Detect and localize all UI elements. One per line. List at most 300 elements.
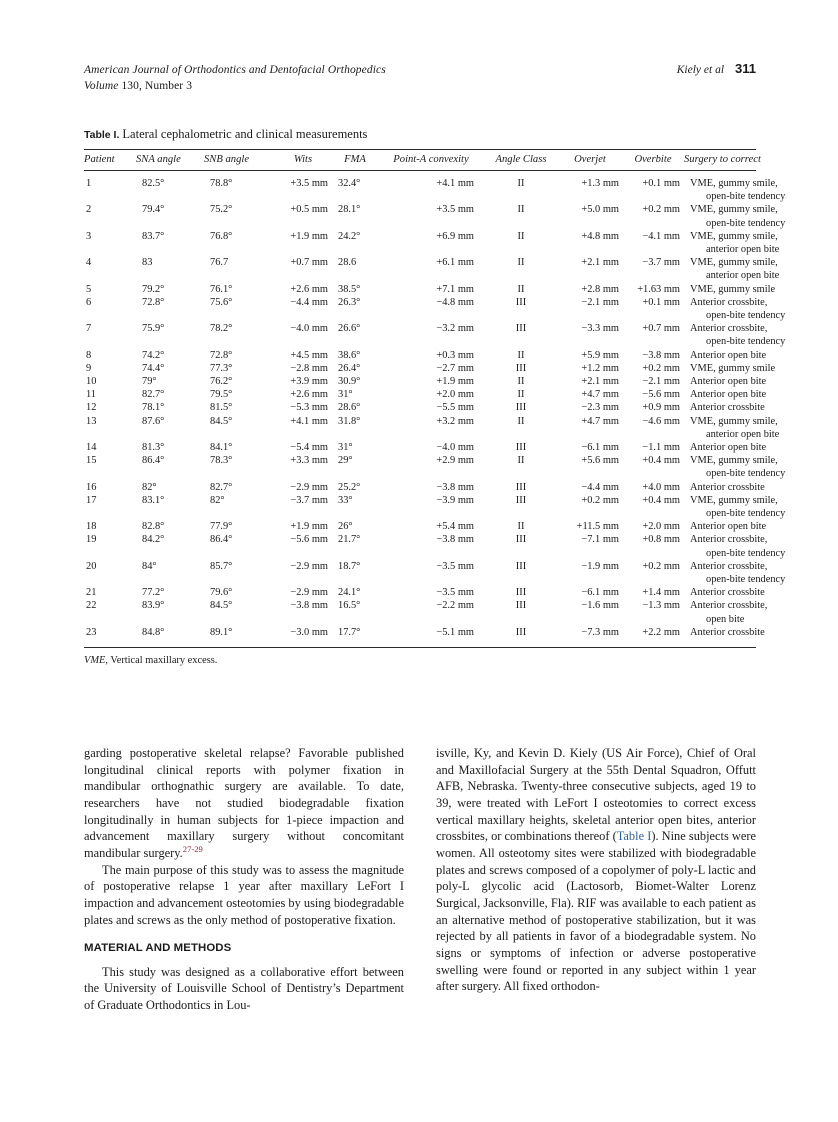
cell-spacer	[204, 547, 274, 560]
cell-value-wits: +0.7 mm	[290, 257, 328, 269]
methods-text-part-1: isville, Ky, and Kevin D. Kiely (US Air Force), Chief of Oral and Maxillofacial Surgery at the 55th Dental Squadron, Offutt AFB, Nebraska. Twenty-three consecutive subjects, aged 19 to 39, were treated with LeFort I osteotomies to correct excess vertical maxillary heights, skeletal anterior open bites, anterior crossbites, or combinations thereof (	[436, 746, 756, 844]
cell-value-pointa: −2.7 mm	[436, 362, 474, 374]
footnote-abbreviation: VME,	[84, 654, 108, 666]
cell-fma	[332, 257, 378, 283]
cell-spacer	[204, 468, 274, 481]
cell-wits	[274, 376, 332, 389]
cell-snb	[204, 283, 274, 296]
cell-value-sna: 82.5°	[142, 177, 165, 189]
cell-spacer	[332, 270, 378, 283]
cell-value-overjet: −1.9 mm	[581, 560, 619, 572]
cell-value-fma: 30.9°	[338, 375, 361, 387]
cell-value-patient: 21	[86, 587, 97, 599]
cell-snb	[204, 587, 274, 600]
cell-value-fma: 33°	[338, 494, 353, 506]
cell-spacer	[622, 310, 684, 323]
cell-value-wits: −2.8 mm	[290, 362, 328, 374]
cell-spacer	[84, 574, 136, 587]
cell-patient	[84, 283, 136, 296]
cell-value-overjet: +4.8 mm	[581, 230, 619, 242]
cell-spacer	[136, 468, 204, 481]
cell-value-fma: 24.2°	[338, 230, 361, 242]
cell-value-sna: 75.9°	[142, 323, 165, 335]
cell-wits	[274, 442, 332, 455]
cell-patient	[84, 349, 136, 362]
column-header-point-a: Point-A convexity	[378, 149, 484, 170]
cell-value-sna: 87.6°	[142, 415, 165, 427]
cell-spacer	[484, 508, 558, 521]
cell-patient	[84, 481, 136, 494]
cell-value-wits: −3.7 mm	[290, 494, 328, 506]
cell-pointa	[378, 442, 484, 455]
cell-surgery	[684, 521, 767, 534]
cell-value-pointa: −3.2 mm	[436, 323, 474, 335]
cell-spacer	[378, 270, 484, 283]
cell-fma	[332, 534, 378, 560]
cell-fma	[332, 481, 378, 494]
cell-spacer	[378, 547, 484, 560]
cell-value-overbite: +2.0 mm	[642, 521, 680, 533]
cell-snb	[204, 230, 274, 256]
cell-value-patient: 16	[86, 481, 97, 493]
cell-value-surgery-line-1: Anterior crossbite,	[690, 560, 768, 572]
cell-spacer	[622, 613, 684, 626]
cell-value-patient: 6	[86, 296, 92, 308]
cell-value-pointa: +3.2 mm	[436, 415, 474, 427]
cell-value-overjet: −7.1 mm	[581, 534, 619, 546]
cell-spacer	[204, 336, 274, 349]
cell-spacer	[204, 270, 274, 283]
cell-sna	[136, 600, 204, 626]
cell-surgery	[684, 415, 780, 441]
cell-spacer	[622, 429, 684, 442]
cell-spacer	[558, 429, 622, 442]
cell-overjet	[558, 495, 622, 521]
cell-sna	[136, 283, 204, 296]
cell-patient	[84, 587, 136, 600]
table-row	[84, 402, 756, 415]
cell-fma	[332, 455, 378, 481]
cell-angle	[484, 455, 558, 481]
cell-sna	[136, 481, 204, 494]
cell-spacer	[484, 429, 558, 442]
citation-reference[interactable]: 27-29	[182, 843, 203, 854]
cell-value-patient: 7	[86, 323, 92, 335]
cell-value-fma: 26.6°	[338, 323, 361, 335]
cell-value-snb: 89.1°	[210, 626, 233, 638]
cell-value-wits: −2.9 mm	[290, 560, 328, 572]
cell-sna	[136, 349, 204, 362]
cell-value-sna: 72.8°	[142, 296, 165, 308]
cell-spacer	[378, 310, 484, 323]
cell-spacer	[558, 270, 622, 283]
cell-value-surgery-line-1: VME, gummy smile,	[690, 415, 778, 427]
cell-overbite	[622, 362, 684, 375]
cell-angle	[484, 415, 558, 441]
cell-spacer	[558, 547, 622, 560]
cell-spacer	[332, 547, 378, 560]
table-row	[84, 600, 756, 626]
cell-value-fma: 31°	[338, 389, 353, 401]
cell-spacer	[204, 508, 274, 521]
cell-overbite	[622, 349, 684, 362]
cell-spacer	[204, 191, 274, 204]
cell-angle	[484, 170, 558, 204]
cell-snb	[204, 600, 274, 626]
cell-value-overjet: −2.1 mm	[581, 296, 619, 308]
cell-value-fma: 26°	[338, 521, 353, 533]
cell-value-snb: 86.4°	[210, 534, 233, 546]
cell-patient	[84, 600, 136, 626]
cell-overjet	[558, 283, 622, 296]
paragraph-continued-text: garding postoperative skeletal relapse? Favorable published longitudinal clinical reports with polymer fixation in mandibular orthognathic surgery are available. To date, researchers have not studied biodegradable fixation longitudinally in human subjects for 1-piece impaction and advancement maxillary surgery without concomitant mandibular surgery.	[84, 746, 404, 861]
cell-overbite	[622, 323, 684, 349]
cell-pointa	[378, 230, 484, 256]
cell-wits	[274, 283, 332, 296]
cell-overbite	[622, 376, 684, 389]
cell-value-pointa: +2.0 mm	[436, 389, 474, 401]
table-caption	[84, 126, 756, 143]
cell-spacer	[622, 244, 684, 257]
cell-value-surgery-line-2: open-bite tendency	[706, 574, 786, 586]
cell-value-wits: −4.4 mm	[290, 296, 328, 308]
cell-value-angle: III	[515, 587, 527, 599]
cell-value-overbite: +0.8 mm	[642, 534, 680, 546]
cell-spacer	[378, 508, 484, 521]
cell-value-patient: 2	[86, 204, 92, 216]
cell-value-pointa: −4.0 mm	[436, 442, 474, 453]
cell-overjet	[558, 296, 622, 322]
cell-value-patient: 20	[86, 560, 97, 572]
cell-overbite	[622, 283, 684, 296]
cell-value-fma: 21.7°	[338, 534, 361, 546]
cell-value-snb: 79.6°	[210, 587, 233, 599]
cell-spacer	[136, 310, 204, 323]
cell-pointa	[378, 521, 484, 534]
cell-value-overbite: −2.1 mm	[642, 375, 680, 387]
cell-sna	[136, 257, 204, 283]
cell-spacer	[332, 310, 378, 323]
cell-spacer	[378, 191, 484, 204]
cell-sna	[136, 521, 204, 534]
cell-spacer	[484, 336, 558, 349]
cell-spacer	[378, 217, 484, 230]
cell-snb	[204, 323, 274, 349]
column-header-overbite: Overbite	[622, 149, 684, 170]
cell-spacer	[136, 191, 204, 204]
cell-value-surgery-line-2: open-bite tendency	[706, 217, 786, 229]
cell-spacer	[332, 217, 378, 230]
cell-spacer	[274, 270, 332, 283]
cell-spacer	[484, 191, 558, 204]
cell-pointa	[378, 389, 484, 402]
cell-surgery	[684, 442, 767, 455]
cell-value-fma: 29°	[338, 455, 353, 467]
cell-overbite	[622, 402, 684, 415]
cell-angle	[484, 349, 558, 362]
cell-spacer	[274, 310, 332, 323]
cell-value-surgery-line-2: anterior open bite	[706, 243, 780, 255]
cell-value-fma: 24.1°	[338, 587, 361, 599]
cell-spacer	[204, 613, 274, 626]
table-row	[84, 376, 756, 389]
cell-value-overjet: −6.1 mm	[581, 587, 619, 599]
cell-value-fma: 18.7°	[338, 560, 361, 572]
cell-value-angle: III	[515, 323, 527, 335]
cell-overbite	[622, 170, 684, 204]
cell-spacer	[558, 613, 622, 626]
cell-value-pointa: −3.5 mm	[436, 587, 474, 599]
cell-sna	[136, 442, 204, 455]
cell-spacer	[558, 191, 622, 204]
cell-spacer	[84, 336, 136, 349]
cell-overbite	[622, 415, 684, 441]
cell-value-surgery-line-1: VME, gummy smile,	[690, 257, 778, 269]
cell-patient	[84, 561, 136, 587]
cell-value-surgery-line-1: Anterior crossbite	[690, 402, 765, 414]
cell-value-surgery-line-1: Anterior crossbite,	[690, 296, 768, 308]
cell-overbite	[622, 561, 684, 587]
cell-value-overjet: +4.7 mm	[581, 389, 619, 401]
cell-spacer	[84, 310, 136, 323]
cell-spacer	[84, 547, 136, 560]
cell-value-surgery-line-2: anterior open bite	[706, 428, 780, 440]
cell-value-patient: 1	[86, 177, 92, 189]
cell-wits	[274, 362, 332, 375]
cell-value-surgery-line-2: open bite	[706, 613, 745, 625]
cell-sna	[136, 362, 204, 375]
cell-value-overbite: +0.4 mm	[642, 455, 680, 467]
cell-pointa	[378, 481, 484, 494]
cell-value-overbite: −4.6 mm	[642, 415, 680, 427]
cell-wits	[274, 204, 332, 230]
cell-overjet	[558, 627, 622, 647]
table-row	[84, 257, 756, 283]
cell-value-pointa: −3.8 mm	[436, 481, 474, 493]
cell-overjet	[558, 415, 622, 441]
cell-spacer	[84, 244, 136, 257]
cell-spacer	[484, 613, 558, 626]
cell-snb	[204, 204, 274, 230]
cell-overjet	[558, 257, 622, 283]
cell-value-angle: II	[517, 230, 525, 242]
cell-pointa	[378, 376, 484, 389]
cell-patient	[84, 257, 136, 283]
column-header-fma: FMA	[332, 149, 378, 170]
cell-value-overjet: +11.5 mm	[576, 521, 619, 533]
cell-fma	[332, 521, 378, 534]
cell-wits	[274, 257, 332, 283]
cell-patient	[84, 389, 136, 402]
cell-surgery	[684, 481, 765, 494]
cell-value-snb: 78.8°	[210, 177, 233, 189]
cell-value-angle: III	[515, 481, 527, 493]
cell-pointa	[378, 561, 484, 587]
table-row	[84, 204, 756, 230]
cell-patient	[84, 376, 136, 389]
cell-value-snb: 75.2°	[210, 204, 233, 216]
cell-spacer	[622, 217, 684, 230]
cell-value-overjet: −7.3 mm	[581, 626, 619, 638]
cell-value-fma: 31°	[338, 442, 353, 453]
cell-value-overjet: +0.2 mm	[581, 494, 619, 506]
cell-pointa	[378, 402, 484, 415]
cell-value-sna: 78.1°	[142, 402, 165, 414]
cell-patient	[84, 402, 136, 415]
cell-patient	[84, 204, 136, 230]
cell-wits	[274, 323, 332, 349]
cell-value-patient: 15	[86, 455, 97, 467]
cell-overbite	[622, 257, 684, 283]
cell-surgery	[684, 204, 786, 230]
table-header	[84, 149, 761, 170]
cell-spacer	[136, 429, 204, 442]
paragraph-collaboration: This study was designed as a collaborative effort between the University of Louisville School of Dentistry’s Department of Graduate Orthodontics in Lou-	[84, 964, 404, 1013]
cell-value-snb: 84.5°	[210, 415, 233, 427]
cell-value-patient: 10	[86, 375, 97, 387]
cell-value-snb: 76.7	[210, 257, 229, 269]
cell-value-pointa: +5.4 mm	[436, 521, 474, 533]
cell-patient	[84, 230, 136, 256]
cell-spacer	[484, 574, 558, 587]
cell-value-angle: III	[515, 494, 527, 506]
cell-angle	[484, 587, 558, 600]
cell-pointa	[378, 600, 484, 626]
cell-angle	[484, 283, 558, 296]
cell-pointa	[378, 455, 484, 481]
cell-value-snb: 76.8°	[210, 230, 233, 242]
cell-value-wits: −3.8 mm	[290, 600, 328, 612]
cell-value-snb: 72.8°	[210, 349, 233, 361]
cell-value-sna: 84.8°	[142, 626, 165, 638]
cell-surgery	[684, 170, 786, 204]
cell-wits	[274, 170, 332, 204]
cell-value-pointa: +7.1 mm	[436, 283, 474, 295]
cell-overbite	[622, 627, 684, 647]
cell-angle	[484, 376, 558, 389]
cell-value-pointa: −5.1 mm	[436, 626, 474, 638]
cell-value-wits: +2.6 mm	[290, 283, 328, 295]
cell-spacer	[136, 244, 204, 257]
cell-value-snb: 78.2°	[210, 323, 233, 335]
cell-value-overbite: +0.9 mm	[642, 402, 680, 414]
page-number: 311	[735, 61, 756, 76]
table-row	[84, 587, 756, 600]
cell-fma	[332, 283, 378, 296]
cell-pointa	[378, 587, 484, 600]
cell-snb	[204, 257, 274, 283]
cell-value-surgery-line-1: Anterior crossbite	[690, 587, 765, 599]
right-column	[436, 745, 756, 1014]
cell-sna	[136, 561, 204, 587]
cell-spacer	[484, 468, 558, 481]
running-head-authors: Kiely et al	[676, 64, 725, 76]
cell-value-surgery-line-1: VME, gummy smile,	[690, 230, 778, 242]
cell-spacer	[484, 547, 558, 560]
cell-spacer	[274, 613, 332, 626]
cell-value-angle: II	[517, 257, 525, 269]
cell-spacer	[274, 336, 332, 349]
cell-overjet	[558, 455, 622, 481]
cell-value-surgery-line-1: Anterior crossbite	[690, 626, 765, 638]
cell-sna	[136, 627, 204, 647]
cell-wits	[274, 415, 332, 441]
column-header-snb: SNB angle	[204, 149, 274, 170]
cell-overjet	[558, 561, 622, 587]
cell-fma	[332, 495, 378, 521]
table-row	[84, 495, 756, 521]
cell-spacer	[204, 217, 274, 230]
cell-value-surgery-line-2: open-bite tendency	[706, 191, 786, 203]
cell-surgery	[684, 283, 776, 296]
cell-wits	[274, 402, 332, 415]
cell-value-snb: 81.5°	[210, 402, 233, 414]
cell-overjet	[558, 442, 622, 455]
cell-angle	[484, 600, 558, 626]
cell-sna	[136, 376, 204, 389]
cell-overjet	[558, 323, 622, 349]
cell-value-sna: 82°	[142, 481, 157, 493]
cell-overjet	[558, 170, 622, 204]
cell-value-pointa: −2.2 mm	[436, 600, 474, 612]
cell-value-surgery-line-2: anterior open bite	[706, 270, 780, 282]
cell-value-patient: 23	[86, 626, 97, 638]
cell-value-surgery-line-1: VME, gummy smile	[690, 283, 776, 295]
cell-snb	[204, 402, 274, 415]
paragraph-continued	[84, 745, 404, 862]
volume-word: Volume	[84, 79, 119, 92]
cell-value-surgery-line-2: open-bite tendency	[706, 336, 786, 348]
cell-spacer	[378, 244, 484, 257]
cell-value-surgery-line-1: Anterior crossbite,	[690, 323, 768, 335]
cell-patient	[84, 323, 136, 349]
cell-value-overbite: +1.4 mm	[642, 587, 680, 599]
table-row	[84, 362, 756, 375]
cell-value-wits: −5.6 mm	[290, 534, 328, 546]
cell-overbite	[622, 481, 684, 494]
cell-spacer	[558, 217, 622, 230]
cell-value-overbite: +0.2 mm	[642, 362, 680, 374]
cell-value-surgery-line-1: VME, gummy smile,	[690, 204, 778, 216]
cell-wits	[274, 521, 332, 534]
table-cross-reference-link[interactable]: Table I	[616, 829, 652, 844]
cell-patient	[84, 296, 136, 322]
cell-value-sna: 86.4°	[142, 455, 165, 467]
cell-spacer	[84, 468, 136, 481]
cell-value-wits: −5.3 mm	[290, 402, 328, 414]
cell-spacer	[484, 244, 558, 257]
measurements-table	[84, 149, 786, 647]
cell-sna	[136, 402, 204, 415]
table-row	[84, 415, 756, 441]
cell-value-sna: 79.2°	[142, 283, 165, 295]
cell-value-wits: −2.9 mm	[290, 481, 328, 493]
cell-value-angle: II	[517, 455, 525, 467]
cell-spacer	[204, 574, 274, 587]
cell-value-wits: +1.9 mm	[290, 230, 328, 242]
cell-wits	[274, 296, 332, 322]
cell-spacer	[558, 508, 622, 521]
cell-value-fma: 32.4°	[338, 177, 361, 189]
cell-value-surgery-line-2: open-bite tendency	[706, 309, 786, 321]
cell-spacer	[622, 574, 684, 587]
column-header-surgery: Surgery to correct	[684, 149, 756, 170]
cell-spacer	[136, 547, 204, 560]
cell-spacer	[84, 429, 136, 442]
cell-value-pointa: +6.1 mm	[436, 257, 474, 269]
cell-spacer	[558, 244, 622, 257]
cell-value-surgery-line-1: Anterior open bite	[690, 349, 767, 361]
